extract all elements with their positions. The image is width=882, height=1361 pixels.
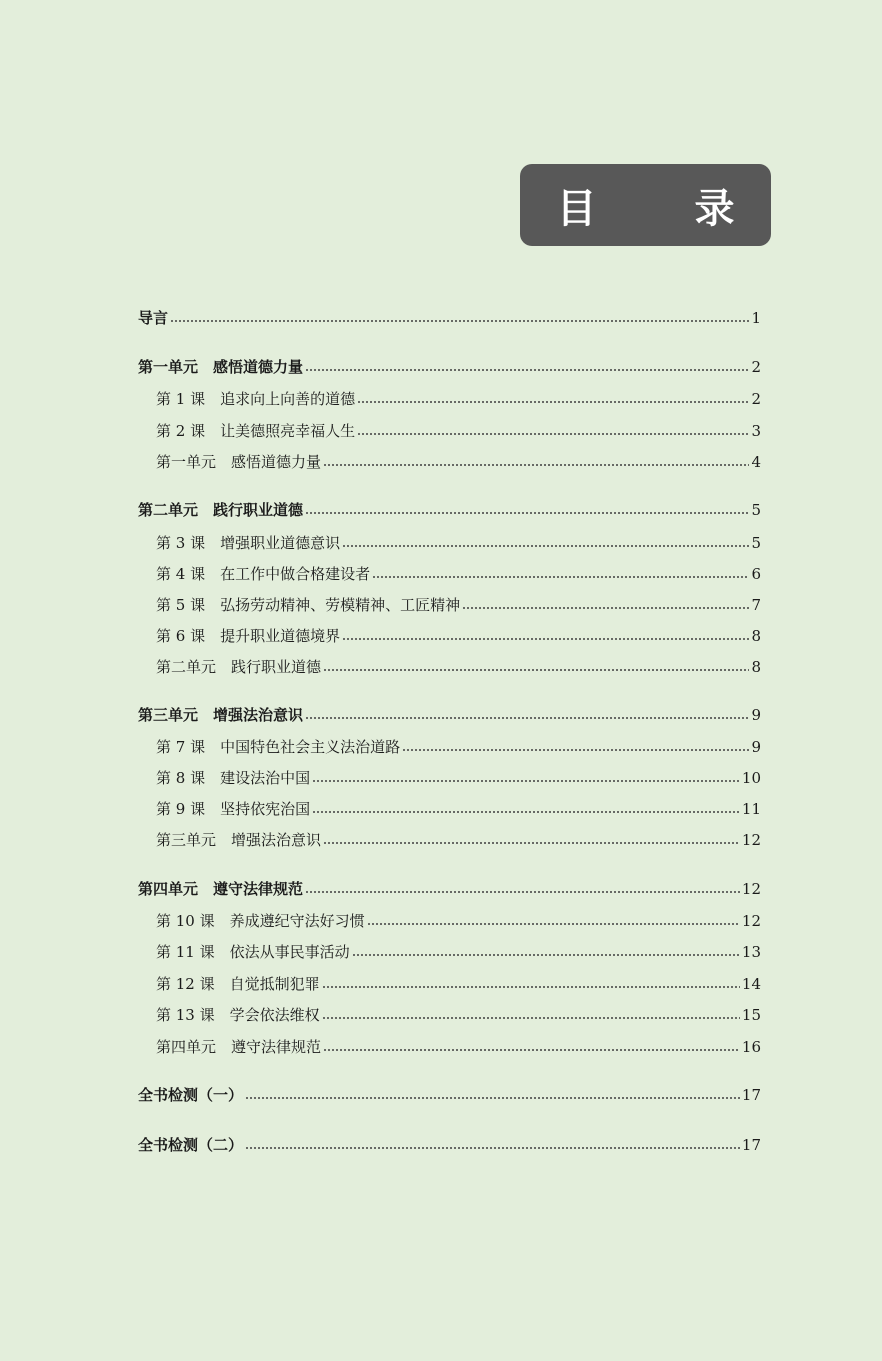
toc-entry[interactable] (156, 386, 761, 412)
toc-entry-page: 1 (751, 309, 761, 327)
toc-entry-label: 第四单元 遵守法律规范 (156, 1038, 322, 1056)
toc-entry[interactable] (156, 654, 761, 680)
toc-entry-page: 3 (751, 422, 761, 440)
toc-entry-label: 第 11 课 依法从事民事活动 (156, 943, 350, 961)
leader-dots (305, 717, 749, 719)
toc-entry-label: 第一单元 感悟道德力量 (156, 453, 322, 471)
leader-dots (342, 545, 749, 547)
toc-entry[interactable] (156, 1002, 761, 1028)
toc-entry-page: 17 (741, 1086, 761, 1104)
toc-entry[interactable] (156, 939, 761, 965)
leader-dots (352, 954, 740, 956)
leader-dots (323, 669, 749, 671)
toc-entry-label: 第 13 课 学会依法维权 (156, 1006, 320, 1024)
toc-entry[interactable] (138, 1132, 761, 1158)
toc-entry-label: 第二单元 践行职业道德 (138, 501, 304, 519)
toc-entry[interactable] (156, 827, 761, 853)
leader-dots (372, 576, 749, 578)
leader-dots (245, 1097, 740, 1099)
leader-dots (170, 320, 749, 322)
toc-entry-page: 10 (741, 769, 761, 787)
toc-entry-label: 第三单元 增强法治意识 (156, 831, 322, 849)
toc-entry[interactable] (156, 592, 761, 618)
toc-entry-page: 7 (751, 596, 761, 614)
toc-entry-label: 第 1 课 追求向上向善的道德 (156, 390, 356, 408)
toc-entry-label: 第 9 课 坚持依宪治国 (156, 800, 311, 818)
leader-dots (323, 842, 740, 844)
toc-entry-label: 第 6 课 提升职业道德境界 (156, 627, 341, 645)
toc-entry-label: 第二单元 践行职业道德 (156, 658, 322, 676)
leader-dots (357, 401, 749, 403)
toc-entry-page: 15 (741, 1006, 761, 1024)
toc-entry-page: 2 (751, 358, 761, 376)
leader-dots (312, 811, 740, 813)
toc-entry-page: 6 (751, 565, 761, 583)
leader-dots (342, 638, 749, 640)
toc-entry[interactable] (156, 734, 761, 760)
toc-entry-page: 16 (741, 1038, 761, 1056)
toc-entry-label: 第四单元 遵守法律规范 (138, 880, 304, 898)
toc-entry[interactable] (156, 908, 761, 934)
toc-entry-label: 第 12 课 自觉抵制犯罪 (156, 975, 320, 993)
toc-entry-label: 第 7 课 中国特色社会主义法治道路 (156, 738, 401, 756)
toc-entry[interactable] (138, 1082, 761, 1108)
toc-entry-page: 12 (741, 831, 761, 849)
toc-entry-label: 第一单元 感悟道德力量 (138, 358, 304, 376)
leader-dots (402, 749, 749, 751)
toc-entry[interactable] (156, 1034, 761, 1060)
toc-entry[interactable] (138, 702, 761, 728)
leader-dots (322, 986, 740, 988)
toc-entry-page: 9 (751, 738, 761, 756)
toc-entry-label: 导言 (138, 309, 169, 327)
toc-entry-page: 13 (741, 943, 761, 961)
toc-entry-label: 第 2 课 让美德照亮幸福人生 (156, 422, 356, 440)
toc-entry-page: 17 (741, 1136, 761, 1154)
toc-entry-label: 第 5 课 弘扬劳动精神、劳模精神、工匠精神 (156, 596, 461, 614)
leader-dots (357, 433, 749, 435)
toc-entry-page: 11 (741, 800, 761, 818)
toc-entry[interactable] (138, 876, 761, 902)
leader-dots (245, 1147, 740, 1149)
toc-entry[interactable] (156, 971, 761, 997)
toc-heading: 目 录 (556, 185, 777, 232)
toc-entry[interactable] (138, 354, 761, 380)
toc-entry-label: 全书检测（一） (138, 1086, 244, 1104)
leader-dots (305, 891, 740, 893)
toc-entry-page: 12 (741, 880, 761, 898)
leader-dots (323, 464, 749, 466)
toc-entry-page: 5 (751, 501, 761, 519)
toc-entry-page: 5 (751, 534, 761, 552)
leader-dots (322, 1017, 740, 1019)
toc-entry-page: 4 (751, 453, 761, 471)
leader-dots (462, 607, 749, 609)
toc-entry[interactable] (156, 530, 761, 556)
toc-entry-page: 8 (751, 627, 761, 645)
toc-entry-label: 第 3 课 增强职业道德意识 (156, 534, 341, 552)
toc-entry[interactable] (156, 449, 761, 475)
toc-entry-label: 全书检测（二） (138, 1136, 244, 1154)
leader-dots (305, 369, 749, 371)
toc-entry-label: 第 4 课 在工作中做合格建设者 (156, 565, 371, 583)
toc-entry-label: 第三单元 增强法治意识 (138, 706, 304, 724)
leader-dots (312, 780, 740, 782)
toc-entry-page: 8 (751, 658, 761, 676)
toc-entry[interactable] (156, 796, 761, 822)
leader-dots (305, 512, 749, 514)
toc-entry[interactable] (156, 561, 761, 587)
toc-entry[interactable] (138, 305, 761, 331)
toc-entry[interactable] (156, 418, 761, 444)
leader-dots (323, 1049, 740, 1051)
leader-dots (367, 923, 740, 925)
toc-entry-page: 2 (751, 390, 761, 408)
toc-entry-page: 14 (741, 975, 761, 993)
toc-entry-page: 9 (751, 706, 761, 724)
toc-entry[interactable] (156, 623, 761, 649)
toc-entry-page: 12 (741, 912, 761, 930)
toc-entry[interactable] (138, 497, 761, 523)
toc-entry-label: 第 8 课 建设法治中国 (156, 769, 311, 787)
toc-entry[interactable] (156, 765, 761, 791)
toc-entry-label: 第 10 课 养成遵纪守法好习惯 (156, 912, 365, 930)
toc-heading-box (520, 164, 777, 246)
